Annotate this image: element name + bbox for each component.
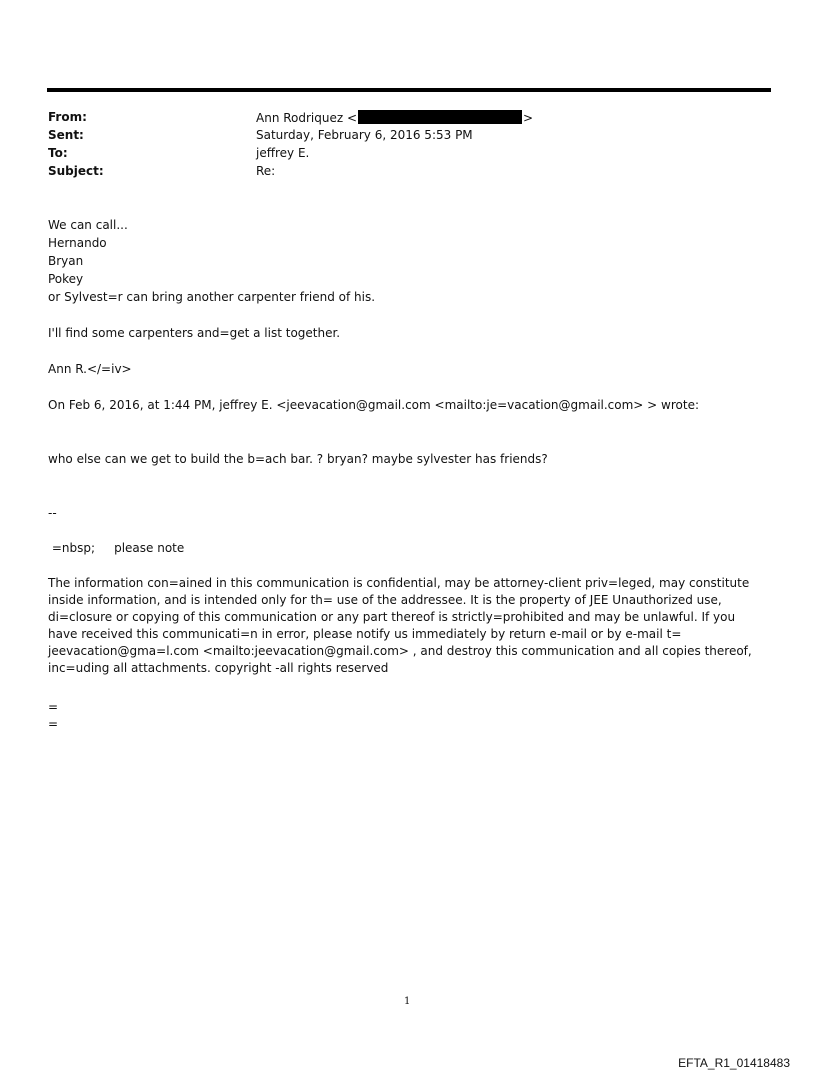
body-line: Hernando <box>48 236 107 250</box>
disclaimer: The information con=ained in this communication is confidential, may be attorney-client priv=leged, may constitute inside information, and is intended only for th= use of the addressee. It is the property of JEE Unauthorized use, di=closure or copying of this communication or any part thereof is strictly=prohibited and may be unlawful. If you have received this communicati=n in error, please notify us immediately by return e-mail or by e-mail t= jeevacation@gma=l.com <mailto:jeevacation@gmail.com> , and destroy this communication and all copies thereof, inc=uding all attachments. copyright -all rights reserved <box>48 576 752 675</box>
subject-value: Re: <box>256 164 276 178</box>
subject-label: Subject: <box>48 164 104 178</box>
sent-label: Sent: <box>48 128 84 142</box>
body-line: Bryan <box>48 254 84 268</box>
body-line: Pokey <box>48 272 84 286</box>
header-rule <box>47 88 771 92</box>
quote-header: On Feb 6, 2016, at 1:44 PM, jeffrey E. <jeevacation@gmail.com <mailto:je=vacation@gmail.com> > wrote: <box>48 398 699 412</box>
please-note: =nbsp; please note <box>48 541 185 555</box>
body-line: We can call... <box>48 218 128 232</box>
trailer-line: = <box>48 717 59 731</box>
to-label: To: <box>48 146 68 160</box>
bates-number: EFTA_R1_01418483 <box>678 1056 790 1070</box>
signature: Ann R.</=iv> <box>48 362 132 376</box>
body-line: or Sylvest=r can bring another carpenter friend of his. <box>48 290 376 304</box>
find-line: I'll find some carpenters and=get a list together. <box>48 326 341 340</box>
to-value: jeffrey E. <box>256 146 310 160</box>
from-name: Ann Rodriquez < <box>256 111 358 125</box>
from-label: From: <box>48 110 87 124</box>
trailer-line: = <box>48 700 59 714</box>
sent-value: Saturday, February 6, 2016 5:53 PM <box>256 128 473 142</box>
from-value <box>256 110 533 125</box>
quoted-text: who else can we get to build the b=ach bar. ? bryan? maybe sylvester has friends? <box>48 452 548 466</box>
from-close: > <box>523 111 534 125</box>
page-number: 1 <box>404 996 411 1007</box>
redaction-box <box>358 110 522 124</box>
signature-dashes: -- <box>48 506 57 520</box>
